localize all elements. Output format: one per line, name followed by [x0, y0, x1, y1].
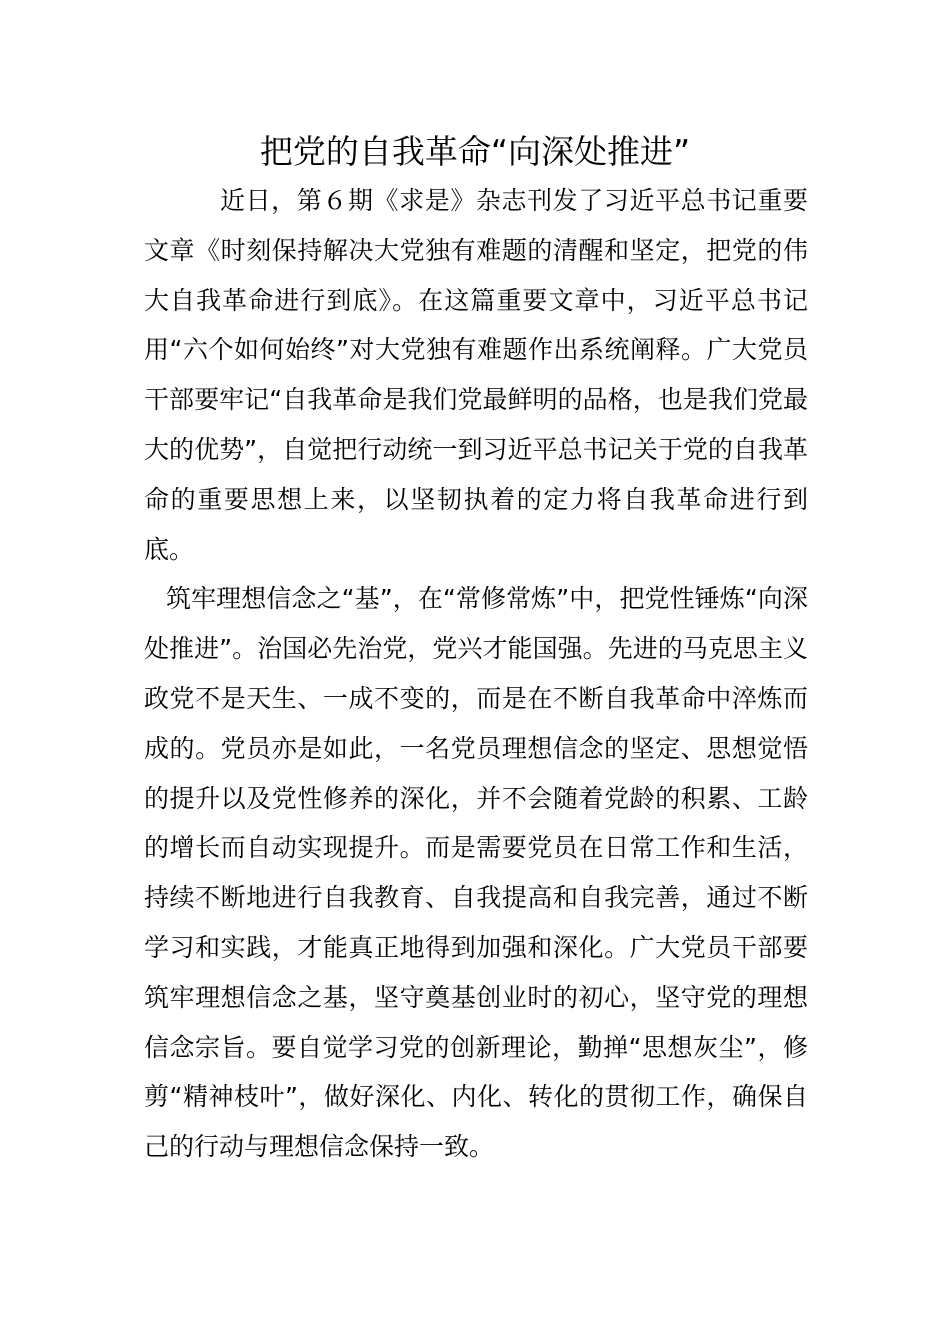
body-paragraph-1: 近日，第６期《求是》杂志刊发了习近平总书记重要文章《时刻保持解决大党独有难题的清醒和坚定，把党的伟大自我革命进行到底》。在这篇重要文章中，习近平总书记用“六个如何始终”对大党独有难题作出系统阐释。广大党员干部要牢记“自我革命是我们党最鲜明的品格，也是我们党最大的优势”，自觉把行动统一到习近平总书记关于党的自我革命的重要思想上来，以坚韧执着的定力将自我革命进行到底。 — [144, 186, 808, 564]
body-paragraph-2: 筑牢理想信念之“基”，在“常修常炼”中，把党性锤炼“向深处推进”。治国必先治党，党兴才能国强。先进的马克思主义政党不是天生、一成不变的，而是在不断自我革命中淬炼而成的。党员亦是如此，一名党员理想信念的坚定、思想觉悟的提升以及党性修养的深化，并不会随着党龄的积累、工龄的增长而自动实现提升。而是需要党员在日常工作和生活，持续不断地进行自我教育、自我提高和自我完善，通过不断学习和实践，才能真正地得到加强和深化。广大党员干部要筑牢理想信念之基，坚守奠基创业时的初心，坚守党的理想信念宗旨。要自觉学习党的创新理论，勤掸“思想灰尘”，修剪“精神枝叶”，做好深化、内化、转化的贯彻工作，确保自己的行动与理想信念保持一致。 — [144, 584, 808, 1162]
document-body — [144, 176, 808, 1172]
document-title: 把党的自我革命“向深处推进” — [259, 132, 691, 171]
